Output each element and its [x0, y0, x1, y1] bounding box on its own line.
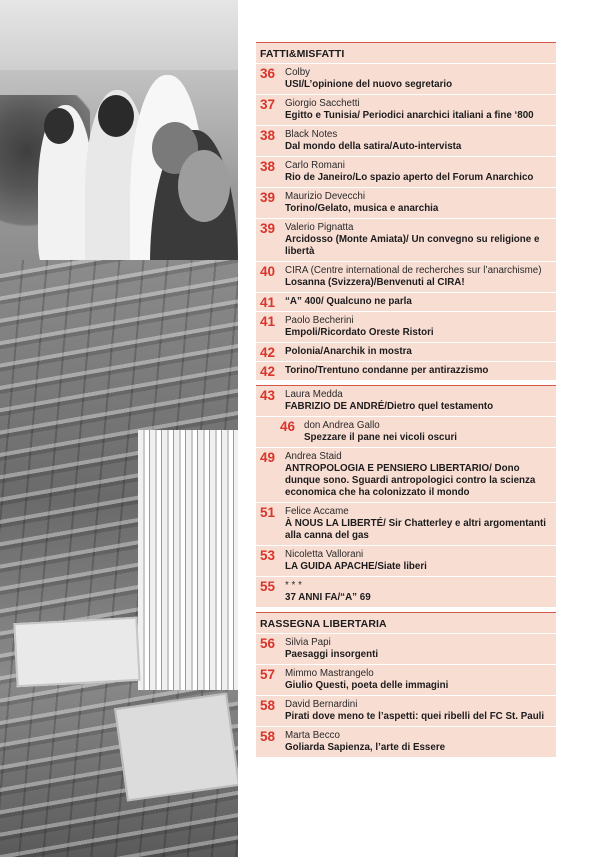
entry-author: don Andrea Gallo [304, 420, 380, 431]
toc-entry[interactable] [256, 576, 556, 607]
book [13, 617, 140, 687]
page-number: 53 [260, 548, 276, 563]
entry-title: Dal mondo della satira/Auto-intervista [285, 141, 462, 152]
page-number: 58 [260, 729, 276, 744]
page-number: 46 [280, 419, 296, 434]
page-number: 38 [260, 128, 276, 143]
toc-entry[interactable] [256, 261, 556, 292]
toc-entry[interactable] [256, 416, 556, 447]
entry-author: Nicoletta Vallorani [285, 549, 364, 560]
entry-title: Losanna (Svizzera)/Benvenuti al CIRA! [285, 277, 465, 288]
entry-author: Valerio Pignatta [285, 222, 354, 233]
head [98, 95, 134, 137]
toc-entry[interactable] [256, 292, 556, 311]
page-number: 42 [260, 345, 276, 360]
entry-author: Felice Accame [285, 506, 349, 517]
entry-author: Black Notes [285, 129, 338, 140]
entry-title: Goliarda Sapienza, l’arte di Essere [285, 742, 446, 753]
entry-author: Andrea Staid [285, 451, 342, 462]
toc-entry[interactable] [256, 218, 556, 261]
entry-author: Laura Medda [285, 389, 343, 400]
toc-entry[interactable] [256, 187, 556, 218]
page-number: 39 [260, 190, 276, 205]
page-number: 41 [260, 295, 276, 310]
entry-title: FABRIZIO DE ANDRÉ/Dietro quel testamento [285, 401, 494, 412]
entry-title: “A” 400/ Qualcuno ne parla [285, 296, 412, 307]
entry-title: Rio de Janeiro/Lo spazio aperto del Forum Anarchico [285, 172, 534, 183]
entry-title: USI/L’opinione del nuovo segretario [285, 79, 453, 90]
page-number: 42 [260, 364, 276, 379]
head [44, 108, 74, 144]
page-number: 41 [260, 314, 276, 329]
entry-author: Colby [285, 67, 311, 78]
entry-author: Maurizio Devecchi [285, 191, 366, 202]
toc-entry[interactable] [256, 361, 556, 380]
entry-title: Torino/Gelato, musica e anarchia [285, 203, 439, 214]
page-number: 57 [260, 667, 276, 682]
entry-title: Polonia/Anarchik in mostra [285, 346, 412, 357]
page-number: 37 [260, 97, 276, 112]
page-number: 38 [260, 159, 276, 174]
entry-author: CIRA (Centre international de recherches sur l’anarchisme) [285, 265, 542, 276]
section-title: RASSEGNA LIBERTARIA [260, 618, 387, 630]
page-number: 39 [260, 221, 276, 236]
toc-section [256, 613, 556, 757]
toc-entry[interactable] [256, 311, 556, 342]
toc-entry[interactable] [256, 342, 556, 361]
entry-author: * * * [285, 580, 302, 591]
page-number: 36 [260, 66, 276, 81]
section-title: FATTI&MISFATTI [260, 48, 345, 60]
page-number: 51 [260, 505, 276, 520]
toc-section [256, 43, 556, 380]
entry-title: Giulio Questi, poeta delle immagini [285, 680, 449, 691]
book-stack [138, 430, 238, 690]
page-number: 40 [260, 264, 276, 279]
page-number: 58 [260, 698, 276, 713]
entry-title: LA GUIDA APACHE/Siate liberi [285, 561, 427, 572]
toc-entry[interactable] [256, 156, 556, 187]
page-number: 43 [260, 388, 276, 403]
toc-entry[interactable] [256, 633, 556, 664]
page-number: 56 [260, 636, 276, 651]
toc-entry[interactable] [256, 63, 556, 94]
toc-entry[interactable] [256, 94, 556, 125]
entry-author: Paolo Becherini [285, 315, 354, 326]
page-number: 55 [260, 579, 276, 594]
entry-author: David Bernardini [285, 699, 358, 710]
toc-entry[interactable] [256, 447, 556, 502]
tent-canopy [0, 0, 238, 70]
toc-entry[interactable] [256, 664, 556, 695]
entry-title: À NOUS LA LIBERTÉ/ Sir Chatterley e altri argomentanti alla canna del gas [285, 518, 546, 541]
entry-author: Mimmo Mastrangelo [285, 668, 374, 679]
entry-title: Spezzare il pane nei vicoli oscuri [304, 432, 457, 443]
entry-title: ANTROPOLOGIA E PENSIERO LIBERTARIO/ Dono dunque sono. Sguardi antropologici contro la scienza economica che ha colonizzato il mondo [285, 463, 536, 498]
cover-photo [0, 0, 238, 857]
entry-author: Silvia Papi [285, 637, 331, 648]
book [114, 693, 238, 802]
entry-author: Marta Becco [285, 730, 340, 741]
toc-entry[interactable] [256, 386, 556, 416]
entry-title: Arcidosso (Monte Amiata)/ Un convegno su religione e libertà [285, 234, 540, 257]
table-of-contents [256, 42, 556, 757]
entry-author: Carlo Romani [285, 160, 345, 171]
toc-section [256, 386, 556, 607]
entry-title: Torino/Trentuno condanne per antirazzismo [285, 365, 489, 376]
entry-title: Egitto e Tunisia/ Periodici anarchici italiani a fine ‘800 [285, 110, 534, 121]
entry-title: 37 ANNI FA/“A” 69 [285, 592, 371, 603]
toc-entry[interactable] [256, 695, 556, 726]
toc-entry[interactable] [256, 545, 556, 576]
entry-title: Paesaggi insorgenti [285, 649, 379, 660]
entry-title: Pirati dove meno te l’aspetti: quei ribelli del FC St. Pauli [285, 711, 545, 722]
page-number: 49 [260, 450, 276, 465]
head [178, 150, 230, 222]
toc-entry[interactable] [256, 125, 556, 156]
entry-title: Empoli/Ricordato Oreste Ristori [285, 327, 434, 338]
toc-entry[interactable] [256, 726, 556, 757]
entry-author: Giorgio Sacchetti [285, 98, 360, 109]
toc-entry[interactable] [256, 502, 556, 545]
